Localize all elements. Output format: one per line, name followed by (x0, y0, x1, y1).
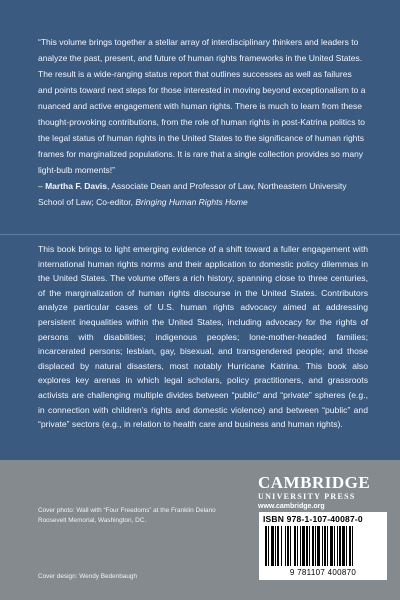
publisher-url: www.cambridge.org (258, 503, 325, 510)
barcode-icon (263, 526, 383, 568)
cover-photo-credit: Cover photo: Wall with “Four Freedoms” at the Franklin Delano Roosevelt Memorial, Washington, DC. (38, 507, 216, 524)
endorsement-block (38, 34, 368, 210)
isbn-label: ISBN 978-1-107-40087-0 (263, 514, 363, 524)
endorsement-quote: “This volume brings together a stellar array of interdisciplinary thinkers and leaders to analyze the past, present, and future of human rights frameworks in the United States. The result is a wide-ranging status report that outlines successes as well as failures and points toward next steps for those interested in moving beyond exceptionalism to a nuanced and active engagement with human rights. There is much to learn from these thought-provoking contributions, from the role of human rights in post-Katrina politics to the legal status of human rights in the United States to the significance of human rights frames for marginalized populations. It is rare that a single collection provides so many light-bulb moments!” (38, 37, 366, 175)
attribution-dash: – (38, 181, 46, 191)
publisher-subtitle: UNIVERSITY PRESS (258, 492, 356, 501)
endorsement-attribution (38, 178, 368, 210)
barcode-digits: 9 781107 400870 (289, 568, 357, 577)
endorsement-author: Martha F. Davis (45, 181, 107, 191)
isbn-barcode-box (259, 512, 387, 580)
publisher-logo (258, 474, 388, 512)
description-text: This book brings to light emerging evidence of a shift toward a fuller engagement with international human rights norms and their application to domestic policy dilemmas in the United States. The volume offers a rich history, spanning close to three centuries, of the marginalization of human rights discourse in the United States. Contributors analyze particular cases of U.S. human rights advocacy aimed at addressing persistent inequalities within the United States, including advocacy for the rights of persons with disabilities; indigenous peoples; lone-mother-headed families; incarcerated persons; lesbian, gay, bisexual, and transgendered people; and those displaced by natural disasters, most notably Hurricane Katrina. This book also explores key arenas in which legal scholars, policy practitioners, and grassroots activists are challenging multiple divides between “public” and “private” spheres (e.g., in connection with children’s rights and domestic violence) and between “public” and “private” sectors (e.g., in relation to health care and business and human rights). (38, 244, 368, 430)
endorsement-book-title: Bringing Human Rights Home (135, 197, 248, 207)
cover-design-credit: Cover design: Wendy Bedenbaugh (38, 573, 138, 580)
book-description (38, 242, 368, 432)
publisher-name: CAMBRIDGE (258, 473, 371, 492)
section-divider (0, 234, 400, 235)
endorsement-author-title: , Associate Dean and Professor of Law, Northeastern University School of Law; Co-editor, (38, 181, 347, 207)
